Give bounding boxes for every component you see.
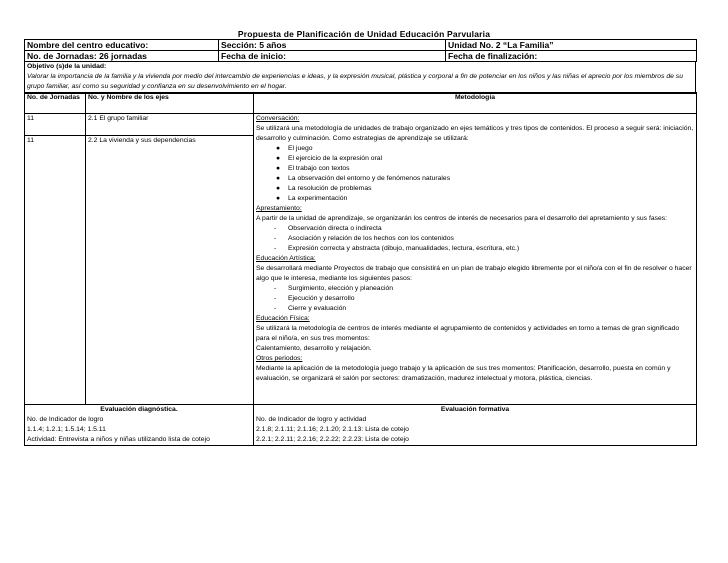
list-item: ● La observación del entorno y de fenómenos naturales [276, 175, 451, 182]
dash-bullet-icon: - [274, 285, 277, 292]
conversacion-text: Se utilizará una metodología de unidades de trabajo organizado en ejes temáticos y tres tipos de contenidos. El proceso a seguir será: iniciación, desarrollo y culminación. Como estrategias de aprendizaje se utilizará: [256, 125, 694, 142]
list-item: ● La experimentación [276, 195, 348, 202]
aprestamiento-text: A partir de la unidad de aprendizaje, se organizarán los centros de interés de necesarios para el desarrollo del apretamiento y sus fases: [256, 215, 668, 222]
disc-bullet-icon: ● [276, 155, 281, 162]
disc-bullet-icon: ● [276, 165, 281, 172]
diagnostic-line: Actividad: Entrevista a niños y niñas utilizando lista de cotejo [27, 436, 210, 443]
otros-title: Otros periodos: [256, 355, 303, 362]
document-title: Propuesta de Planificación de Unidad Educación Parvularia [237, 29, 491, 39]
disc-bullet-icon: ● [276, 175, 281, 182]
list-item: ● El juego [276, 145, 313, 152]
fisica-title: Educación Física: [256, 315, 310, 322]
list-item: - Cierre y evaluación [274, 305, 347, 312]
axis-2-name: 2.2 La vivienda y sus dependencias [86, 136, 254, 405]
diagnostic-line: No. de Indicador de logro [27, 416, 104, 423]
dash-bullet-icon: - [274, 225, 277, 232]
unit-field: Unidad No. 2 “La Familia” [446, 40, 697, 51]
artistica-text: Se desarrollará mediante Proyectos de trabajo que consistirá en un plan de trabajo elegido libremente por el niño/a con el fin de resolver o hacer algo que le interesa, mediante los siguientes pasos: [256, 265, 692, 282]
aprestamiento-title: Aprestamiento: [256, 205, 302, 212]
diagnostic-line: 1.1.4; 1.2.1; 1.5.14; 1.5.11 [27, 426, 106, 433]
diagnostic-evaluation-cell [25, 405, 254, 446]
list-item: - Surgimiento, elección y planeación [274, 285, 394, 292]
formative-evaluation-cell [254, 405, 697, 446]
col-header-jornadas: No. de Jornadas [25, 93, 86, 114]
objective-table [24, 61, 696, 94]
artistica-title: Educación Artística: [256, 255, 316, 262]
formative-line: 2.2.1; 2.2.11; 2.2.16; 2.2.22; 2.2.23: Lista de cotejo [256, 436, 409, 443]
end-date-field: Fecha de finalización: [446, 51, 697, 62]
disc-bullet-icon: ● [276, 145, 281, 152]
disc-bullet-icon: ● [276, 195, 281, 202]
disc-bullet-icon: ● [276, 185, 281, 192]
conversacion-title: Conversación: [256, 115, 300, 122]
formative-title: Evaluación formativa [440, 406, 510, 413]
objective-label: Objetivo (s)de la unidad: [27, 63, 107, 70]
formative-line: No. de Indicador de logro y actividad [256, 416, 367, 423]
start-date-field: Fecha de inicio: [219, 51, 446, 62]
dash-bullet-icon: - [274, 295, 277, 302]
list-item: - Asociación y relación de los hechos con los contenidos [274, 235, 454, 242]
dash-bullet-icon: - [274, 305, 277, 312]
col-header-ejes: No. y Nombre de los ejes [86, 93, 254, 114]
list-item: - Expresión correcta y abstracta (dibujo, manualidades, lectura, escritura, etc.) [274, 245, 520, 252]
diagnostic-title: Evaluación diagnóstica. [100, 406, 178, 413]
days-field: No. de Jornadas: 26 jornadas [25, 51, 219, 62]
axis-2-jornadas: 11 [25, 136, 86, 405]
list-item: ● El ejercicio de la expresión oral [276, 155, 383, 162]
center-name-field: Nombre del centro educativo: [25, 40, 219, 51]
formative-line: 2.1.8; 2.1.11; 2.1.16; 2.1.20; 2.1.13: Lista de cotejo [256, 426, 409, 433]
axis-1-name: 2.1 El grupo familiar [86, 114, 254, 136]
dash-bullet-icon: - [274, 245, 277, 252]
dash-bullet-icon: - [274, 235, 277, 242]
planning-table [24, 92, 697, 446]
otros-text: Mediante la aplicación de la metodología juego trabajo y la aplicación de sus tres momentos: Planificación, desarrollo, puesta en común y evaluación, se organizará el salón por sectores: dramatización, madurez intelectual y motora, plástica, ciencias. [256, 365, 671, 382]
fisica-text-2: Calentamiento, desarrollo y relajación. [256, 345, 372, 352]
list-item: ● La resolución de problemas [276, 185, 372, 192]
objective-cell [25, 62, 696, 94]
axis-1-jornadas: 11 [25, 114, 86, 136]
section-field: Sección: 5 años [219, 40, 446, 51]
list-item: ● El trabajo con textos [276, 165, 350, 172]
fisica-text: Se utilizará la metodología de centros de interés mediante el agrupamiento de contenidos y actividades en torno a temas de gran significado para el niño/a, en sus tres momentos: [256, 325, 680, 342]
list-item: - Observación directa o indirecta [274, 225, 382, 232]
list-item: - Ejecución y desarrollo [274, 295, 355, 302]
col-header-metodologia: Metodología [254, 93, 697, 114]
methodology-cell [254, 114, 697, 405]
header-table [24, 39, 697, 62]
objective-text: Valorar la importancia de la familia y la vivienda por medio del intercambio de experiencias e ideas, y la expresión musical, plástica y corporal a fin de potenciar en los niños y las niñas el aprecio por los miembros de su grupo familiar, así como su seguridad y confianza en su desenvolvimiento en el hogar. [27, 73, 683, 90]
